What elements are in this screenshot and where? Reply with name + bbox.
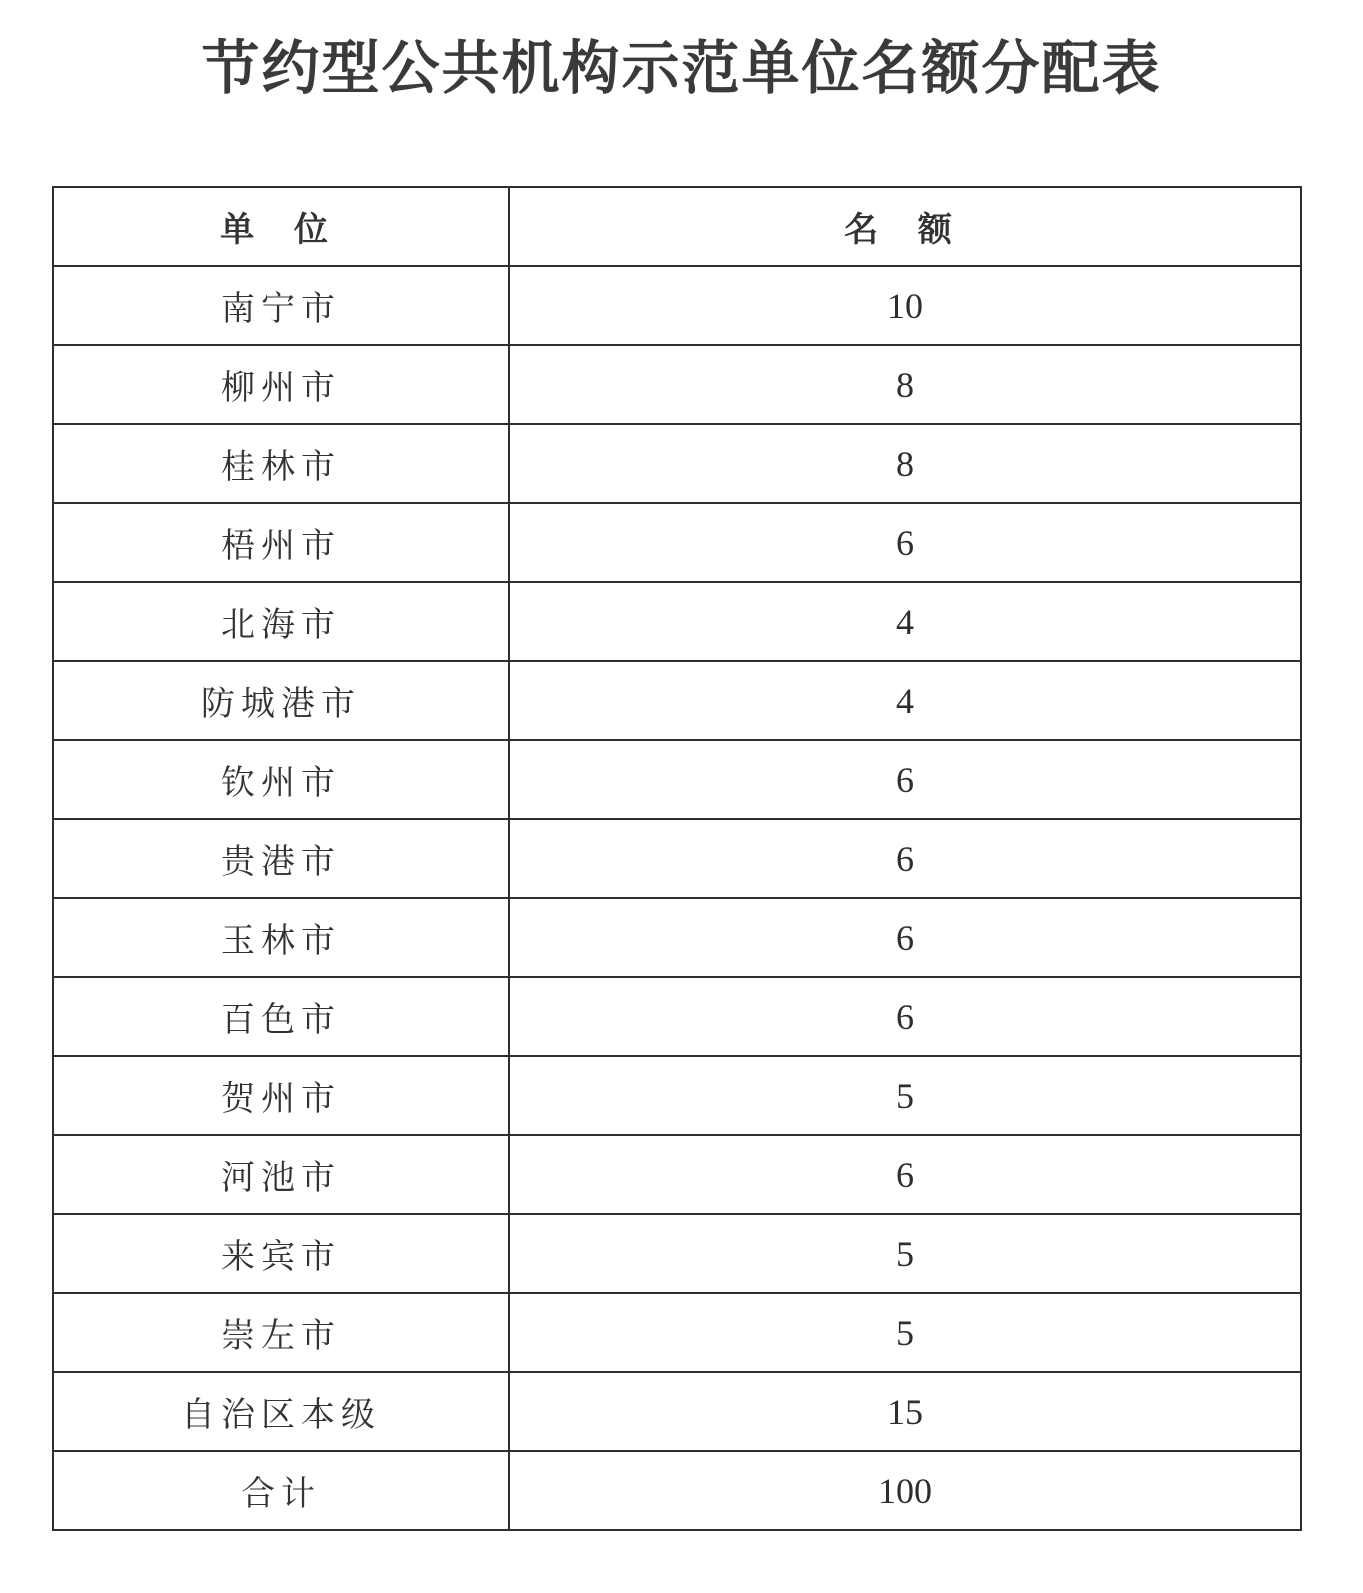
table-row: [53, 503, 1301, 582]
unit-cell: 桂林市: [53, 424, 509, 503]
unit-cell: 南宁市: [53, 266, 509, 345]
quota-cell: 6: [509, 740, 1301, 819]
unit-cell: 贵港市: [53, 819, 509, 898]
quota-cell: 6: [509, 1135, 1301, 1214]
table-row: [53, 266, 1301, 345]
table-row: [53, 424, 1301, 503]
unit-cell: 钦州市: [53, 740, 509, 819]
unit-cell: 崇左市: [53, 1293, 509, 1372]
table-row: [53, 819, 1301, 898]
unit-cell: 玉林市: [53, 898, 509, 977]
header-unit: 单 位: [53, 187, 509, 266]
unit-cell: 百色市: [53, 977, 509, 1056]
quota-cell: 5: [509, 1293, 1301, 1372]
header-quota: 名 额: [509, 187, 1301, 266]
table-row: [53, 977, 1301, 1056]
quota-cell: 5: [509, 1056, 1301, 1135]
unit-cell: 北海市: [53, 582, 509, 661]
total-label-cell: 合计: [53, 1451, 509, 1530]
quota-cell: 6: [509, 898, 1301, 977]
document-title: 节约型公共机构示范单位名额分配表: [201, 34, 1162, 102]
quota-cell: 6: [509, 819, 1301, 898]
quota-cell: 10: [509, 266, 1301, 345]
unit-cell: 自治区本级: [53, 1372, 509, 1451]
unit-cell: 柳州市: [53, 345, 509, 424]
unit-cell: 防城港市: [53, 661, 509, 740]
table-row: [53, 582, 1301, 661]
quota-cell: 4: [509, 582, 1301, 661]
quota-cell: 5: [509, 1214, 1301, 1293]
table-row: [53, 1214, 1301, 1293]
unit-cell: 河池市: [53, 1135, 509, 1214]
table-row: [53, 1056, 1301, 1135]
total-row: [53, 1451, 1301, 1530]
quota-cell: 8: [509, 345, 1301, 424]
unit-cell: 来宾市: [53, 1214, 509, 1293]
unit-cell: 贺州市: [53, 1056, 509, 1135]
unit-cell: 梧州市: [53, 503, 509, 582]
table-row: [53, 898, 1301, 977]
table-row: [53, 661, 1301, 740]
table-row: [53, 1293, 1301, 1372]
quota-allocation-table: [52, 186, 1302, 1531]
table-header-row: [53, 187, 1301, 266]
table-row: [53, 345, 1301, 424]
table-row: [53, 1372, 1301, 1451]
quota-cell: 4: [509, 661, 1301, 740]
table-row: [53, 740, 1301, 819]
quota-cell: 6: [509, 503, 1301, 582]
quota-cell: 15: [509, 1372, 1301, 1451]
total-quota-cell: 100: [509, 1451, 1301, 1530]
table-row: [53, 1135, 1301, 1214]
quota-cell: 8: [509, 424, 1301, 503]
quota-cell: 6: [509, 977, 1301, 1056]
